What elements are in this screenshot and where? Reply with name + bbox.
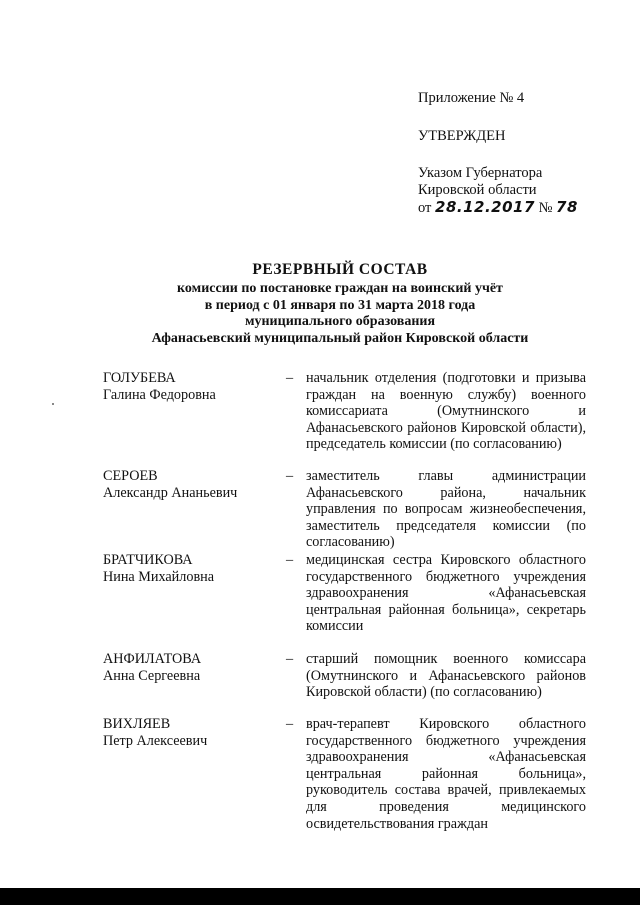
member-given-name: Александр Ананьевич <box>103 484 238 501</box>
member-dash: – <box>286 716 294 732</box>
member-name <box>103 716 283 749</box>
title-main: РЕЗЕРВНЫЙ СОСТАВ <box>252 261 428 278</box>
handwritten-number: 78 <box>556 198 578 216</box>
member-dash: – <box>286 468 294 484</box>
member-given-name: Петр Алексеевич <box>103 732 208 749</box>
member-name <box>103 651 283 684</box>
member-name <box>103 370 283 403</box>
title-line-3: муниципального образования <box>244 314 436 329</box>
member-role: заместитель главы администрации Афанасьевского района, начальник управления по вопросам жизнеобеспечения, заместитель председателя комиссии (по согласованию) <box>306 468 586 551</box>
number-sign: № <box>538 200 553 216</box>
member-given-name: Анна Сергеевна <box>103 667 201 684</box>
member-role: старший помощник военного комиссара (Омутнинского и Афанасьевского районов Кировской области) (по согласованию) <box>306 651 586 701</box>
member-surname: СЕРОЕВ <box>103 468 158 484</box>
scan-edge-bar <box>0 888 640 905</box>
document-title <box>80 259 600 347</box>
appendix-label: Приложение № 4 <box>418 90 525 106</box>
decree-line-2: Кировской области <box>418 182 537 198</box>
member-name <box>103 468 283 501</box>
approval-header <box>418 90 578 217</box>
member-role: медицинская сестра Кировского областного государственного бюджетного учреждения здравоохранения «Афанасьевская центральная районная больница», секретарь комиссии <box>306 552 586 635</box>
member-given-name: Галина Федоровна <box>103 386 216 403</box>
member-surname: АНФИЛАТОВА <box>103 651 202 667</box>
member-surname: БРАТЧИКОВА <box>103 552 193 568</box>
title-line-2: в период с 01 января по 31 марта 2018 года <box>204 297 476 313</box>
date-prefix: от <box>418 200 432 216</box>
member-surname: ГОЛУБЕВА <box>103 370 176 386</box>
scan-speck <box>52 403 54 405</box>
decree-line-1: Указом Губернатора <box>418 165 543 181</box>
member-name <box>103 552 283 585</box>
title-line-1: комиссии по постановке граждан на воинский учёт <box>177 281 503 296</box>
member-role: начальник отделения (подготовки и призыва граждан на военную службу) военного комиссариата (Омутнинского и Афанасьевского районов Кировской области), председатель комиссии (по согласованию) <box>306 370 586 453</box>
member-surname: ВИХЛЯЕВ <box>103 716 171 732</box>
member-dash: – <box>286 651 294 667</box>
member-role: врач-терапевт Кировского областного государственного бюджетного учреждения здравоохранения «Афанасьевская центральная районная больница», руководитель состава врачей, привлекаемых для проведения медицинского освидетельствования граждан <box>306 716 586 832</box>
member-given-name: Нина Михайловна <box>103 568 215 585</box>
member-dash: – <box>286 370 294 386</box>
approved-label: УТВЕРЖДЕН <box>418 128 506 144</box>
member-dash: – <box>286 552 294 568</box>
title-line-4: Афанасьевский муниципальный район Кировской области <box>151 330 529 346</box>
decree-date-line <box>418 199 578 217</box>
handwritten-date: 28.12.2017 <box>435 198 535 216</box>
